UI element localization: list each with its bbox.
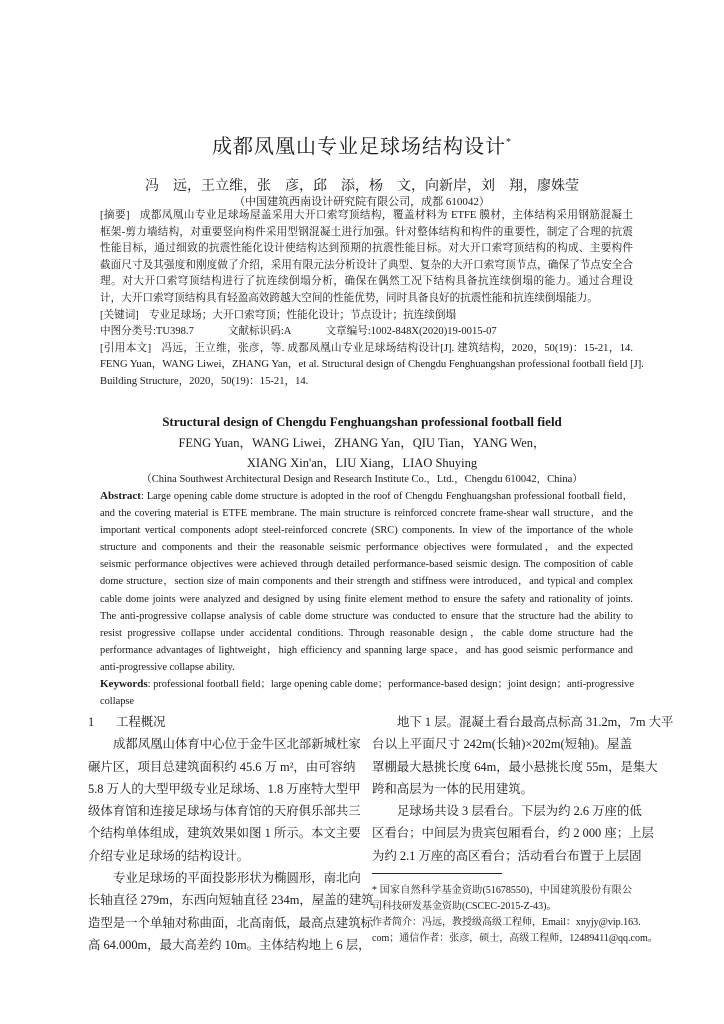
keywords-en-label: Keywords <box>100 678 148 691</box>
abstract-line <box>100 208 633 225</box>
section-number: 1 <box>88 715 95 729</box>
keywords-cn <box>100 308 633 325</box>
paper-title-cn <box>0 130 724 159</box>
authors-en: FENG Yuan，WANG Liwei，ZHANG Yan，QIU Tian，YANG Wen， <box>178 436 546 450</box>
keywords-en-line: collapse <box>100 696 135 708</box>
abstract-en-line <box>100 488 633 505</box>
abstract-en-text: : Large opening cable dome structure is adopted in the roof of Chengdu Fenghuangshan professional football field， <box>140 491 633 502</box>
citation-label: [引用本文] <box>100 342 152 354</box>
citation-en-line: FENG Yuan，WANG Liwei，ZHANG Yan，et al. Structural design of Chengdu Fenghuangshan professional football field [J]. <box>100 359 644 371</box>
abstract-label: [摘要] <box>100 210 130 221</box>
abstract-en-line: anti-progressive collapse ability. <box>100 661 235 673</box>
paragraph-line: 台以上平面尺寸 242m(长轴)×202m(短轴)。屋盖 <box>372 737 632 752</box>
affiliation-cn: （中国建筑西南设计研究院有限公司，成都 610042） <box>234 196 490 208</box>
abstract-line: 理。对大开口索穹顶结构进行了抗连续倒塌分析，确保在偶然工况下结构具备抗连续倒塌的能力。通过合理设 <box>100 276 633 288</box>
abstract-cn-block <box>100 208 644 391</box>
section-heading <box>88 711 352 733</box>
abstract-en-line: cable dome joints were analyzed and designed by using finite element method to ensure the safety and rationality of joints. <box>100 593 633 605</box>
citation-text: 冯远，王立维，张彦，等. 成都凤凰山专业足球场结构设计[J]. 建筑结构，2020，50(19)：15-21，14. <box>161 342 633 354</box>
footnote-line: com；通信作者：张彦，硕士，高级工程师，12489411@qq.com。 <box>372 933 658 944</box>
paragraph-line: 长轴直径 279m，东西向短轴直径 234m，屋盖的建筑 <box>88 893 374 908</box>
keywords-en-line <box>100 676 633 693</box>
funding-footnote-mark: * <box>506 137 512 148</box>
citation-cn <box>100 341 633 358</box>
paragraph-line: 为约 2.1 万座的高区看台；活动看台布置于上层固 <box>372 848 642 863</box>
paragraph-line: 5.8 万人的大型甲级专业足球场、1.8 万座特大型甲 <box>88 781 361 796</box>
abstract-en-line: structure and components and their the reasonable seismic performance objectives were formulated，and the expected <box>100 542 633 554</box>
footnote-line: * 国家自然科学基金资助(51678550)，中国建筑股份有限公 <box>372 885 632 896</box>
footnote-line: 司科技研发基金资助(CSCEC-2015-Z-43)。 <box>372 901 557 912</box>
paper-title-en: Structural design of Chengdu Fenghuangshan professional football field <box>162 414 562 429</box>
paragraph-line: 足球场共设 3 层看台。下层为约 2.6 万座的低 <box>397 804 642 819</box>
footnote-divider <box>372 873 502 874</box>
paragraph-line: 区看台；中间层为贵宾包厢看台，约 2 000 座；上层 <box>372 826 654 841</box>
paragraph-line: 跨和高层为一体的民用建筑。 <box>372 781 534 796</box>
clc-number: 中图分类号:TU398.7 <box>100 326 194 338</box>
authors-en: XIANG Xin'an，LIU Xiang，LIAO Shuying <box>246 456 478 470</box>
paragraph-line: 造型是一个单轴对称曲面，北高南低，最高点建筑标 <box>88 915 373 930</box>
keywords-en-text: : professional football field；large opening cable dome；performance-based design；joint design；anti-progressive <box>147 679 634 691</box>
section-title: 工程概况 <box>116 715 166 729</box>
abstract-text: 成都凤凰山专业足球场屋盖采用大开口索穹顶结构，覆盖材料为 ETFE 膜材，主体结构采用钢筋混凝土 <box>139 210 633 221</box>
article-number: 文章编号:1002-848X(2020)19-0015-07 <box>325 326 497 338</box>
paragraph-line: 地下 1 层。混凝土看台最高点标高 31.2m，7m 大平 <box>397 715 674 729</box>
body-column-right <box>372 711 674 867</box>
abstract-en-label: Abstract <box>100 490 141 502</box>
abstract-en-line: performance advantages of lightweight，high efficiency and spanning large space，and has good seismic performance and <box>100 644 633 656</box>
abstract-en-line: The anti-progressive collapse analysis of cable dome structure was conducted to ensure that the structure had the ability to <box>100 610 633 622</box>
abstract-line: 截面尺寸及其强度和刚度做了介绍，采用有限元法分析设计了典型、复杂的大开口索穹顶节点，确保了节点安全合 <box>100 259 633 271</box>
abstract-en-block <box>100 488 633 710</box>
classification-line <box>100 324 633 341</box>
abstract-line: 计，大开口索穹顶结构具有轻盈高效跨越大空间的性能优势，同时具备良好的抗震性能和抗连续倒塌能力。 <box>100 292 598 304</box>
body-column-left <box>88 711 374 956</box>
abstract-en-line: resist progressive collapse under accidental conditions. Through reasonable design，the cable dome structure had the <box>100 627 633 639</box>
footnotes <box>372 883 658 947</box>
abstract-en-line: dome structure，section size of main components and their strength and stiffness were introduced，and typical and complex <box>100 576 633 588</box>
paragraph-line: 级体育馆和连接足球场与体育馆的天府俱乐部共三 <box>88 804 361 819</box>
footnote-line: 作者简介：冯远，教授级高级工程师，Email：xnyjy@vip.163. <box>372 917 641 928</box>
paragraph-line: 高 64.000m，最大高差约 10m。主体结构地上 6 层， <box>88 937 371 952</box>
abstract-en-line: important vertical components adopt steel-reinforced concrete (SRC) components. In view of the importance of the whole <box>100 525 633 537</box>
paragraph-line: 个结构单体组成，建筑效果如图 1 所示。本文主要 <box>88 826 361 841</box>
authors-cn: 冯 远，王立维，张 彦，邱 添，杨 文，向新岸，刘 翔，廖姝莹 <box>145 179 579 194</box>
paragraph-line: 专业足球场的平面投影形状为椭圆形，南北向 <box>113 871 361 886</box>
keywords-label: [关键词] <box>100 309 139 321</box>
abstract-line: 性能目标，通过细致的抗震性能化设计使结构达到预期的抗震性能目标。对大开口索穹顶结构的构成、主要构件 <box>100 243 633 255</box>
abstract-line: 框架-剪力墙结构，对重要竖向构件采用型钢混凝土进行加强。针对整体结构和构件的重要性，制定了合理的抗震 <box>100 226 633 238</box>
citation-en-line: Building Structure，2020，50(19)：15-21，14. <box>100 375 309 387</box>
paragraph-line: 介绍专业足球场的结构设计。 <box>88 848 250 863</box>
paragraph-line: 碾片区，项目总建筑面积约 45.6 万 m²，由可容纳 <box>88 759 356 774</box>
paragraph-line: 成都凤凰山体育中心位于金牛区北部新城杜家 <box>113 737 361 752</box>
abstract-en-line: and the covering material is ETFE membrane. The main structure is reinforced concrete frame-shear wall structure，and the <box>100 508 633 520</box>
keywords-text: 专业足球场；大开口索穹顶；性能化设计；节点设计；抗连续倒塌 <box>148 309 457 321</box>
affiliation-en: （China Southwest Architectural Design and Research Institute Co.，Ltd.，Chengdu 610042，China） <box>141 474 583 485</box>
abstract-en-line: seismic performance objectives were achieved through detailed performance-based seismic design. The composition of cable <box>100 559 633 571</box>
document-code: 文献标识码:A <box>227 326 292 338</box>
title-text: 成都凤凰山专业足球场结构设计 <box>212 136 506 158</box>
paragraph-line: 罩棚最大悬挑长度 64m，最小悬挑长度 55m，是集大 <box>372 759 658 774</box>
